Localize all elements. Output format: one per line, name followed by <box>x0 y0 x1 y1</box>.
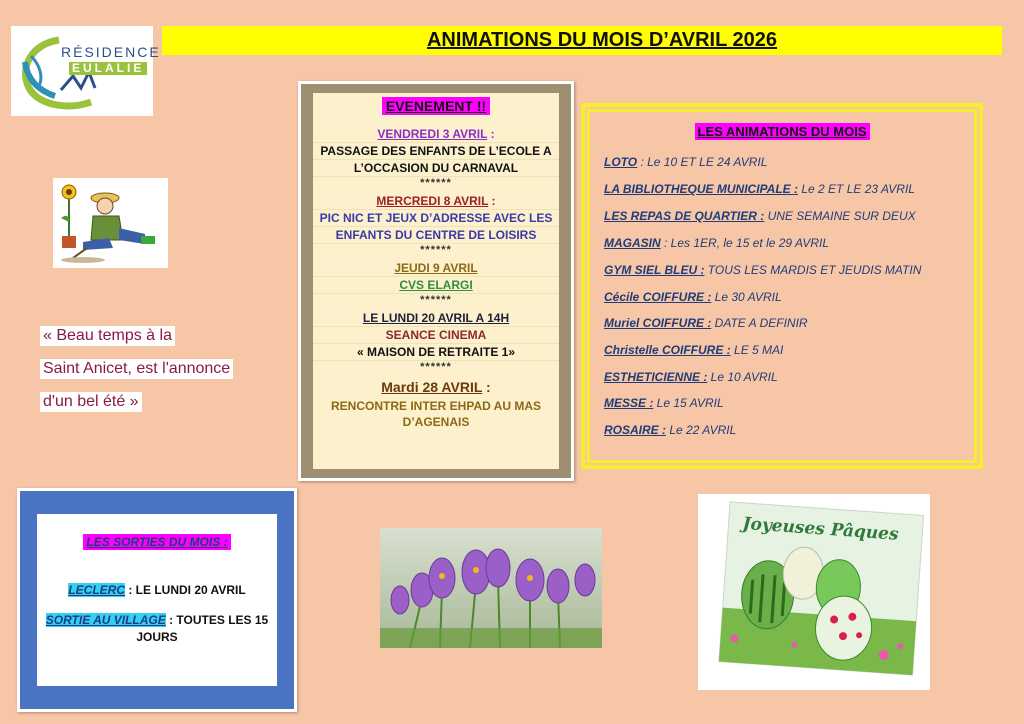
event-desc: ENFANTS DU CENTRE DE LOISIRS <box>313 227 559 244</box>
event-date: JEUDI 9 AVRIL <box>394 261 478 275</box>
outings-box <box>17 488 297 712</box>
animation-item: LA BIBLIOTHEQUE MUNICIPALE : Le 2 ET LE 23 AVRIL <box>604 182 915 196</box>
event-desc: CVS ELARGI <box>313 277 559 294</box>
event-panel <box>313 93 559 469</box>
event-date: LE LUNDI 20 AVRIL A 14H <box>362 311 510 325</box>
easter-card <box>698 494 930 690</box>
separator-stars: ****** <box>420 361 452 373</box>
easter-eggs-icon <box>698 494 930 690</box>
event-desc: D’AGENAIS <box>402 415 470 429</box>
quote-line: Saint Anicet, est l'annonce <box>40 359 233 379</box>
animation-item: Christelle COIFFURE : LE 5 MAI <box>604 343 784 357</box>
logo-line1: RÉSIDENCE <box>61 44 161 60</box>
event-desc: SEANCE CINEMA <box>313 327 559 344</box>
event-date: Mardi 28 AVRIL <box>381 379 483 395</box>
animation-item: MESSE : Le 15 AVRIL <box>604 396 724 410</box>
animation-item: Cécile COIFFURE : Le 30 AVRIL <box>604 290 782 304</box>
logo-line2: EULALIE <box>69 62 147 75</box>
animation-item: LOTO : Le 10 ET LE 24 AVRIL <box>604 155 768 169</box>
event-item <box>313 260 559 307</box>
quote-line: « Beau temps à la <box>40 326 175 346</box>
animation-item: ROSAIRE : Le 22 AVRIL <box>604 423 737 437</box>
event-desc: « MAISON DE RETRAITE 1» <box>313 344 559 361</box>
event-title: EVENEMENT !! <box>382 97 490 115</box>
animation-item: LES REPAS DE QUARTIER : UNE SEMAINE SUR DEUX <box>604 209 916 223</box>
animation-item: GYM SIEL BLEU : TOUS LES MARDIS ET JEUDIS MATIN <box>604 263 922 277</box>
outings-title: LES SORTIES DU MOIS : <box>83 534 230 550</box>
animation-item: MAGASIN : Les 1ER, le 15 et le 29 AVRIL <box>604 236 829 250</box>
outing-item: SORTIE AU VILLAGE : TOUTES LES 15 JOURS <box>45 613 269 644</box>
outings-panel <box>37 514 277 686</box>
event-desc: RENCONTRE INTER EHPAD AU MAS <box>330 399 541 413</box>
crocus-flowers-icon <box>380 528 602 648</box>
separator-stars: ****** <box>420 177 452 189</box>
event-date: VENDREDI 3 AVRIL <box>377 127 488 141</box>
event-item: VENDREDI 3 AVRIL : PASSAGE DES ENFANTS DE L’ECOLE A L’OCCASION DU CARNAVAL ****** <box>313 126 559 190</box>
event-item: Mardi 28 AVRIL : RENCONTRE INTER EHPAD AU MAS D’AGENAIS <box>313 378 559 430</box>
easter-text: Joyeuses Pâques <box>741 513 900 545</box>
animations-box <box>581 103 983 469</box>
quote <box>40 326 250 425</box>
gardener-icon <box>53 178 168 268</box>
residence-logo <box>11 26 161 116</box>
event-item: MERCREDI 8 AVRIL : PIC NIC ET JEUX D’ADRESSE AVEC LES ENFANTS DU CENTRE DE LOISIRS ****** <box>313 193 559 257</box>
page-title: ANIMATIONS DU MOIS D’AVRIL 2026 <box>426 29 778 51</box>
quote-line: d'un bel été » <box>40 392 142 412</box>
event-box <box>298 81 574 481</box>
event-date: MERCREDI 8 AVRIL <box>376 194 489 208</box>
event-desc: PIC NIC ET JEUX D’ADRESSE AVEC LES <box>313 210 559 227</box>
animation-item: ESTHETICIENNE : Le 10 AVRIL <box>604 370 778 384</box>
animations-title: LES ANIMATIONS DU MOIS <box>695 123 870 140</box>
event-item <box>313 310 559 374</box>
event-desc: L’OCCASION DU CARNAVAL <box>313 160 559 177</box>
separator-stars: ****** <box>420 294 452 306</box>
separator-stars: ****** <box>420 244 452 256</box>
animation-item: Muriel COIFFURE : DATE A DEFINIR <box>604 316 808 330</box>
outing-item: LECLERC : LE LUNDI 20 AVRIL <box>68 583 246 597</box>
title-bar <box>162 26 1002 55</box>
gardener-illustration <box>53 178 168 268</box>
crocus-photo <box>380 528 602 648</box>
event-desc: PASSAGE DES ENFANTS DE L’ECOLE A <box>313 143 559 160</box>
